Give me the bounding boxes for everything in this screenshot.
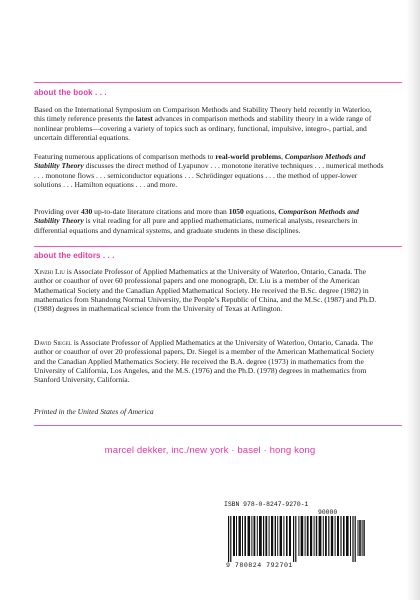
p2-text-c: discusses the direct method of Lyapunov . . . monotone iterative techniques . . . numerical methods . . . monotone flows . . . semiconductor equations . . . Schrödinger equations . . . the method of upper-lower solutions . . . Hamilton equations . . . and more.: [34, 161, 384, 189]
p3-citations-count: 430: [80, 207, 93, 216]
p3-equations-count: 1050: [228, 207, 244, 216]
editor-1-bio: [34, 267, 384, 313]
about-book-paragraph-2: [34, 152, 384, 189]
p3-text-b: up-to-date literature citations and more than: [92, 207, 229, 216]
p3-text-c: equations,: [243, 207, 279, 216]
editor-2-text: is Associate Professor of Applied Mathematics at the University of Waterloo, Ontario, Canada. The author or coauthor of over 20 professional papers, Dr. Siegel is a member of the American Mathematical Society and the Canadian Applied Mathematics Society. He received the B.A. degree (1973) in mathematics from the University of California, Los Angeles, and the M.S. (1976) and the Ph.D. (1978) degrees in mathematics from Stanford University, California.: [34, 338, 375, 384]
editor-2-name: David Siegel: [34, 338, 72, 347]
barcode-image: [226, 508, 366, 564]
p3-text-a: Providing over: [34, 207, 81, 216]
middle-rule: [34, 246, 402, 247]
p2-text-b: ,: [281, 152, 285, 161]
price-code: 90000: [318, 509, 338, 516]
about-book-paragraph-1: [34, 105, 384, 142]
spine-edge: [406, 0, 420, 600]
p2-bold: real-world problems: [215, 152, 282, 161]
editor-1-text: is Associate Professor of Applied Mathematics at the University of Waterloo, Ontario, Canada. The author or coauthor of over 60 professional papers and one monograph, Dr. Liu is a member of the American Mathematical Society and the Canadian Applied Mathematical Society. He received the B.Sc. degree (1982) in mathematics from Shandong Normal University, the People’s Republic of China, and the M.Sc. (1987) and Ph.D. (1988) degrees in mathematical science from the University of Texas at Arlington.: [34, 267, 377, 313]
p1-bold-word: latest: [135, 114, 153, 124]
p3-text-d: is vital reading for all pure and applied mathematicians, numerical analysts, researchers in differential equations and dynamical systems, and graduate students in these disciplines.: [34, 216, 358, 235]
bottom-rule: [34, 425, 402, 426]
isbn-label: ISBN 978-0-8247-9270-1: [224, 501, 309, 508]
p1-text: Based on the International Symposium on Comparison Methods and Stability Theory held recently in Waterloo, this timely reference presents the latest advances in comparison methods and stability theory in a wide range of nonlinear problems—covering a variety of topics such as ordinary, functional, impulsive, integro-, partial, and uncertain differential equations.: [34, 105, 372, 142]
top-rule: [34, 82, 402, 83]
p3-book-title: Comparison Methods and Stability Theory: [34, 207, 359, 226]
about-book-paragraph-3: [34, 207, 384, 235]
p2-book-title: Comparison Methods and Stability Theory: [34, 152, 366, 171]
about-book-heading: about the book . . .: [34, 88, 107, 97]
publisher-line: marcel dekker, inc./new york · basel · hong kong: [104, 445, 316, 456]
p2-text-a: Featuring numerous applications of comparison methods to: [34, 152, 216, 161]
ean-digits: 9 780824 792701: [226, 562, 293, 569]
editor-2-bio: [34, 338, 384, 384]
editor-1-name: Xinzhi Liu: [34, 267, 65, 276]
printed-in-note: Printed in the United States of America: [34, 407, 154, 416]
about-editors-heading: about the editors . . .: [34, 251, 115, 260]
